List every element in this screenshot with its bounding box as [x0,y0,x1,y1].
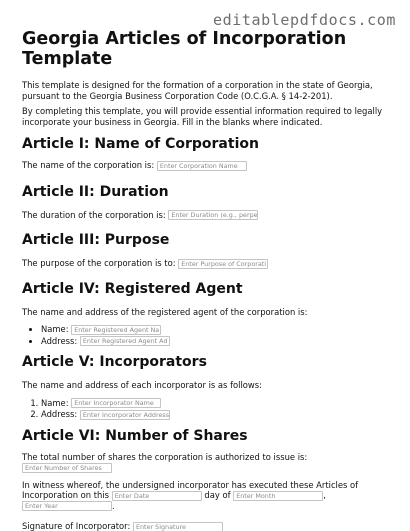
purpose-field[interactable]: Enter Purpose of Corporati [178,259,268,269]
list-item [41,324,394,335]
agent-address-label: Address: [41,335,78,346]
article-2-heading: Article II: Duration [22,183,169,200]
signature-field[interactable]: Enter Signature [133,522,223,531]
document-title: Georgia Articles of Incorporation Template [22,29,347,69]
site-watermark: editablepdfdocs.com [213,11,396,29]
article-3-heading: Article III: Purpose [22,232,170,248]
article-4-text: The name and address of the registered agent of the corporation is: [22,306,308,317]
article-4-heading: Article IV: Registered Agent [22,280,243,297]
number-of-shares-field[interactable]: Enter Number of Shares [22,463,112,473]
article-2-text [22,210,394,221]
agent-name-field[interactable]: Enter Registered Agent Na [71,325,161,335]
article-3-label: The purpose of the corporation is to: [22,258,176,268]
article-1-text [22,160,394,171]
day-of-text: day of [204,490,231,500]
signature-line [22,521,394,531]
period-text: . [112,500,115,511]
article-5-heading: Article V: Incorporators [22,354,207,370]
list-item [41,336,394,347]
registered-agent-list [22,324,394,346]
intro-paragraph-1: This template is designed for the formation of a corporation in the state of Georgia, pursuant to the Georgia Business Corporation Code (O.C.G.A. § 14-2-201). [22,80,373,101]
month-field[interactable]: Enter Month [233,491,323,501]
article-5-text: The name and address of each incorporator is as follows: [22,380,262,390]
agent-name-label: Name: [41,324,69,334]
year-field[interactable]: Enter Year [22,501,112,511]
article-3-text [22,258,394,269]
article-1-heading: Article I: Name of Corporation [22,136,259,152]
corporation-name-field[interactable]: Enter Corporation Name [157,161,247,171]
incorporator-list [22,398,394,420]
article-6-label: The total number of shares the corporation is authorized to issue is: [22,451,308,462]
article-6-text [22,452,394,473]
incorporator-address-label: Address: [41,409,78,419]
article-1-label: The name of the corporation is: [22,160,155,170]
incorporator-address-field[interactable]: Enter Incorporator Address [80,410,170,420]
date-field[interactable]: Enter Date [112,491,202,501]
incorporator-name-field[interactable]: Enter Incorporator Name [71,398,161,408]
witness-text: In witness whereof, the undersigned incorporator has executed these Articles of Incorporation on this [22,479,359,500]
witness-paragraph [22,480,394,512]
document-body [22,29,394,531]
signature-label: Signature of Incorporator: [22,521,131,531]
agent-address-field[interactable]: Enter Registered Agent Ad [80,336,170,346]
list-item [41,398,394,409]
comma-text: , [323,490,326,500]
list-item [41,409,394,420]
duration-field[interactable]: Enter Duration (e.g., perpe [168,210,258,220]
article-2-label: The duration of the corporation is: [22,209,166,220]
intro-paragraph-2: By completing this template, you will provide essential information required to legally incorporate your business in Georgia. Fill in the blanks where indicated. [22,106,383,127]
article-6-heading: Article VI: Number of Shares [22,427,248,444]
incorporator-name-label: Name: [41,397,69,408]
